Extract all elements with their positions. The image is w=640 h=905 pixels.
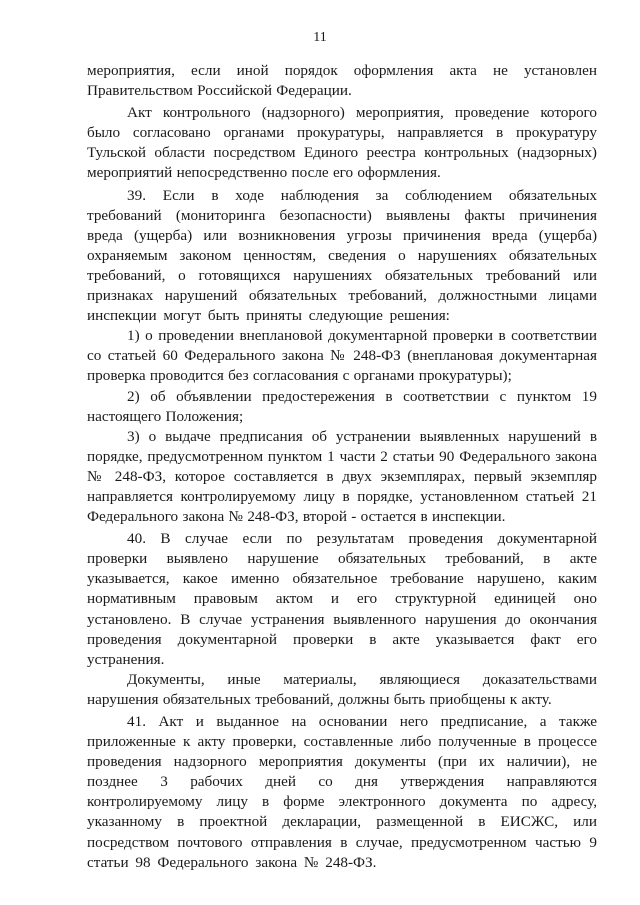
paragraph-subitem-1: 1) о проведении внеплановой документарной проверки в соответствии со статьей 60 Федерального закона № 248-ФЗ (внеплановая документарная проверка проводится без согласования с органами прокуратуры); [87, 327, 597, 385]
paragraph-item-41: 41. Акт и выданное на основании него предписание, а также приложенные к акту проверки, составленные либо полученные в процессе проведения надзорного мероприятия документы (при их наличии), не позднее 3 рабочих дней со дня утверждения направляются контролируемому лицу в форме электронного документа по адресу, указанному в проектной декларации, размещенной в ЕИСЖС, или посредством почтового отправления в случае, предусмотренном частью 9 статьи 98 Федерального закона № 248-ФЗ. [87, 713, 597, 871]
page-number: 11 [313, 30, 327, 45]
paragraph-subitem-2: 2) об объявлении предостережения в соответствии с пунктом 19 настоящего Положения; [87, 387, 597, 425]
paragraph-item-40: 40. В случае если по результатам проведения документарной проверки выявлено нарушение обязательных требований, в акте указывается, какое именно обязательное требование нарушено, каким нормативным правовым актом и его структурной единицей оно установлено. В случае устранения выявленного нарушения до окончания проведения документарной проверки в акте указывается факт его устранения. [87, 530, 597, 668]
document-body [87, 61, 597, 873]
paragraph-item-39: 39. Если в ходе наблюдения за соблюдением обязательных требований (мониторинга безопасности) выявлены факты причинения вреда (ущерба) или возникновения угрозы причинения вреда (ущерба) охраняемым законом ценностям, сведения о нарушениях обязательных требований, о готовящихся нарушениях обязательных требований или признаках нарушений обязательных требований, должностными лицами инспекции могут быть приняты следующие решения: [87, 186, 597, 325]
paragraph-continuation: мероприятия, если иной порядок оформления акта не установлен Правительством Российской Федерации. [87, 62, 597, 100]
paragraph-act-prosecutor: Акт контрольного (надзорного) мероприятия, проведение которого было согласовано органами прокуратуры, направляется в прокуратуру Тульской области посредством Единого реестра контрольных (надзорных) мероприятий непосредственно после его оформления. [87, 104, 597, 182]
paragraph-subitem-3: 3) о выдаче предписания об устранении выявленных нарушений в порядке, предусмотренном пунктом 1 части 2 статьи 90 Федерального закона № 248-ФЗ, которое составляется в двух экземплярах, первый экземпляр направляется контролируемому лицу в порядке, установленном статьей 21 Федерального закона № 248-ФЗ, второй - остается в инспекции. [87, 427, 597, 526]
paragraph-evidence-documents: Документы, иные материалы, являющиеся доказательствами нарушения обязательных требований, должны быть приобщены к акту. [87, 670, 597, 708]
